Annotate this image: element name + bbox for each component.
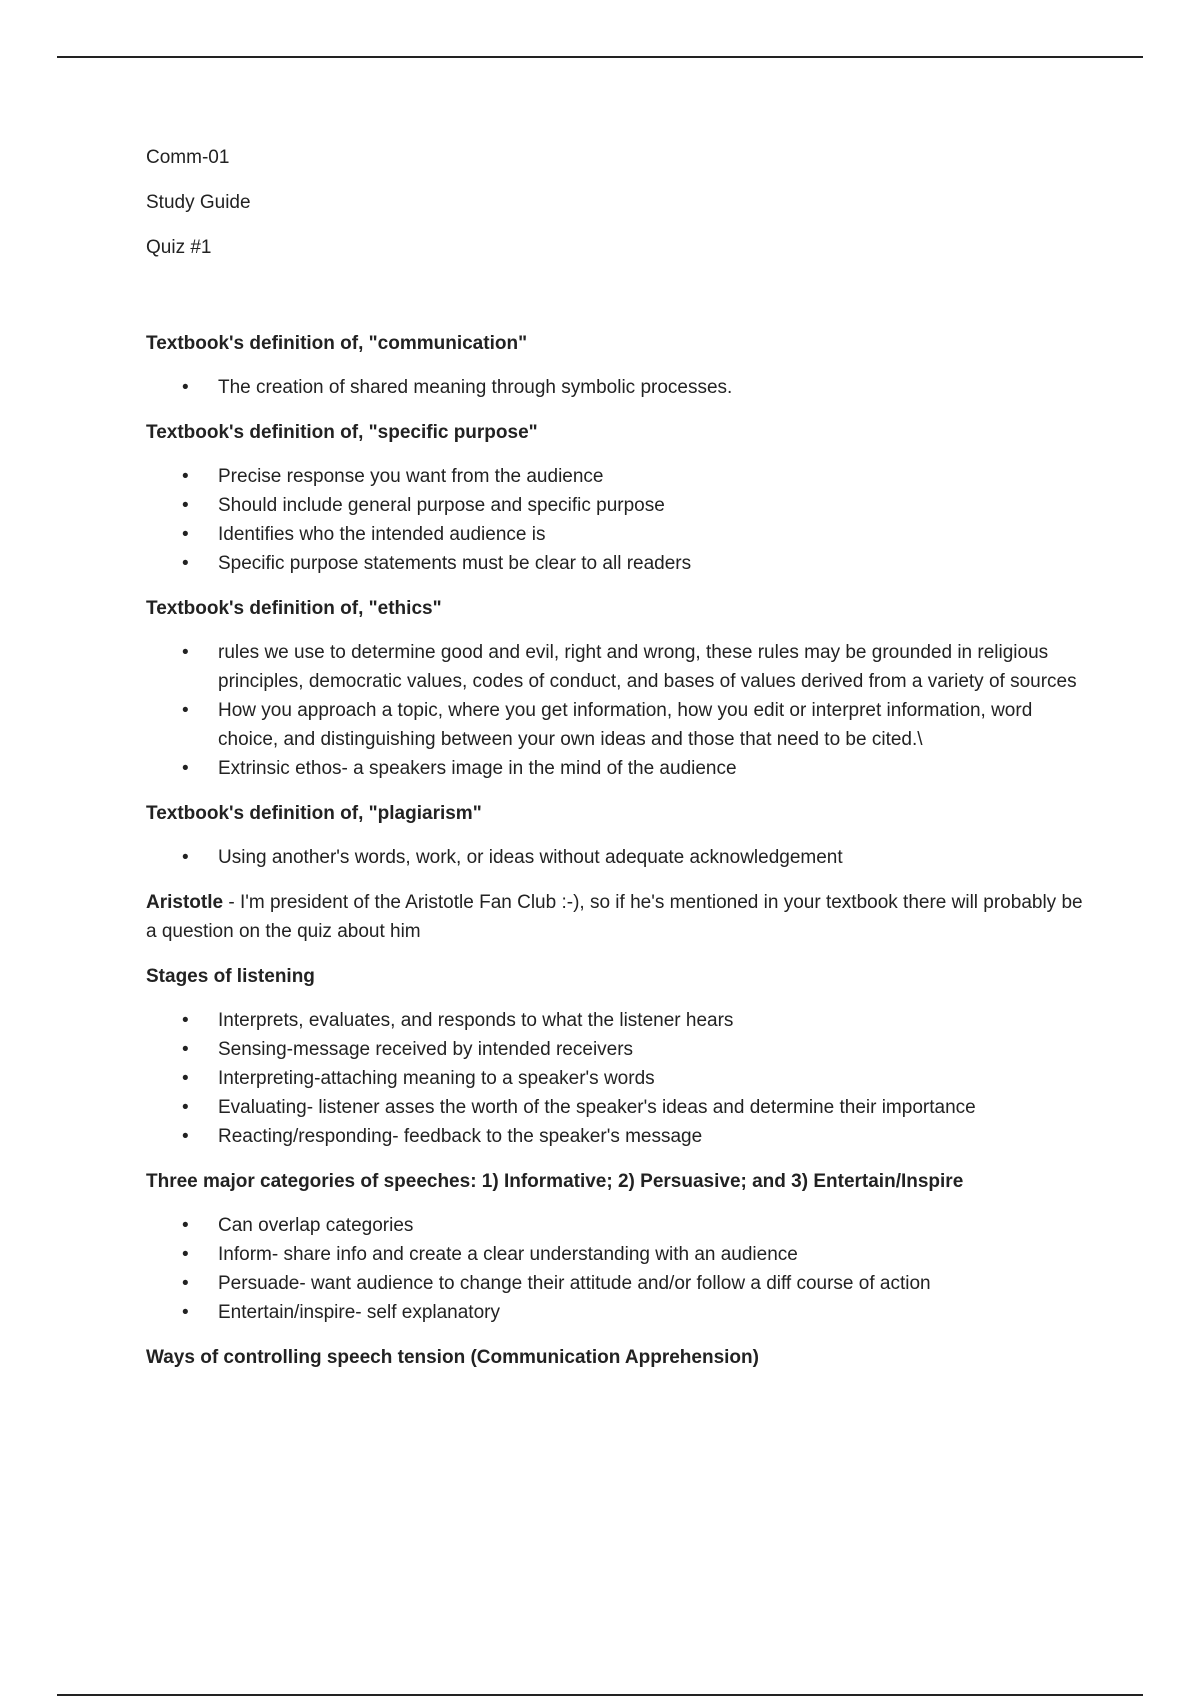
aristotle-label: Aristotle bbox=[146, 892, 224, 913]
list-item: • Reacting/responding- feedback to the speaker's message bbox=[146, 1122, 1096, 1151]
bullet-list-speech-categories bbox=[146, 1211, 1096, 1327]
list-item: • Persuade- want audience to change their attitude and/or follow a diff course of action bbox=[146, 1269, 1096, 1298]
bullet-list-specific-purpose bbox=[146, 462, 1096, 578]
list-item: • rules we use to determine good and evil, right and wrong, these rules may be grounded in religious principles, democratic values, codes of conduct, and bases of values derived from a variety of sources bbox=[146, 638, 1096, 696]
bullet-list-plagiarism bbox=[146, 843, 1096, 872]
top-rule bbox=[57, 56, 1143, 58]
list-item: • Can overlap categories bbox=[146, 1211, 1096, 1240]
list-item: • Interpreting-attaching meaning to a speaker's words bbox=[146, 1064, 1096, 1093]
list-item: • Identifies who the intended audience is bbox=[146, 520, 1096, 549]
bottom-rule bbox=[57, 1694, 1143, 1696]
aristotle-text: - I'm president of the Aristotle Fan Club :-), so if he's mentioned in your textbook there will probably be a question on the quiz about him bbox=[146, 892, 1083, 942]
list-item: • Entertain/inspire- self explanatory bbox=[146, 1298, 1096, 1327]
section-heading-speech-categories: Three major categories of speeches: 1) Informative; 2) Persuasive; and 3) Entertain/Inspire bbox=[146, 1171, 964, 1192]
document-type: Study Guide bbox=[146, 192, 251, 213]
list-item: • How you approach a topic, where you get information, how you edit or interpret information, word choice, and distinguishing between your own ideas and those that need to be cited.\ bbox=[146, 696, 1096, 754]
document-body bbox=[146, 143, 1096, 1387]
section-heading-ethics: Textbook's definition of, "ethics" bbox=[146, 598, 442, 619]
section-heading-specific-purpose: Textbook's definition of, "specific purpose" bbox=[146, 422, 538, 443]
section-heading-listening: Stages of listening bbox=[146, 966, 315, 987]
section-heading-communication: Textbook's definition of, "communication" bbox=[146, 333, 528, 354]
list-item: • Interprets, evaluates, and responds to what the listener hears bbox=[146, 1006, 1096, 1035]
bullet-list-communication bbox=[146, 373, 1096, 402]
section-heading-plagiarism: Textbook's definition of, "plagiarism" bbox=[146, 803, 482, 824]
course-code: Comm-01 bbox=[146, 147, 230, 168]
list-item: • Sensing-message received by intended receivers bbox=[146, 1035, 1096, 1064]
list-item: • Precise response you want from the audience bbox=[146, 462, 1096, 491]
list-item: • Specific purpose statements must be clear to all readers bbox=[146, 549, 1096, 578]
list-item: • Evaluating- listener asses the worth of the speaker's ideas and determine their importance bbox=[146, 1093, 1096, 1122]
bullet-list-ethics bbox=[146, 638, 1096, 783]
list-item: • Extrinsic ethos- a speakers image in the mind of the audience bbox=[146, 754, 1096, 783]
list-item: • Inform- share info and create a clear understanding with an audience bbox=[146, 1240, 1096, 1269]
list-item: • Using another's words, work, or ideas without adequate acknowledgement bbox=[146, 843, 1096, 872]
aristotle-note bbox=[146, 888, 1096, 946]
quiz-number: Quiz #1 bbox=[146, 237, 212, 258]
list-item: • The creation of shared meaning through symbolic processes. bbox=[146, 373, 1096, 402]
section-heading-speech-tension: Ways of controlling speech tension (Communication Apprehension) bbox=[146, 1347, 759, 1368]
bullet-list-listening bbox=[146, 1006, 1096, 1151]
list-item: • Should include general purpose and specific purpose bbox=[146, 491, 1096, 520]
